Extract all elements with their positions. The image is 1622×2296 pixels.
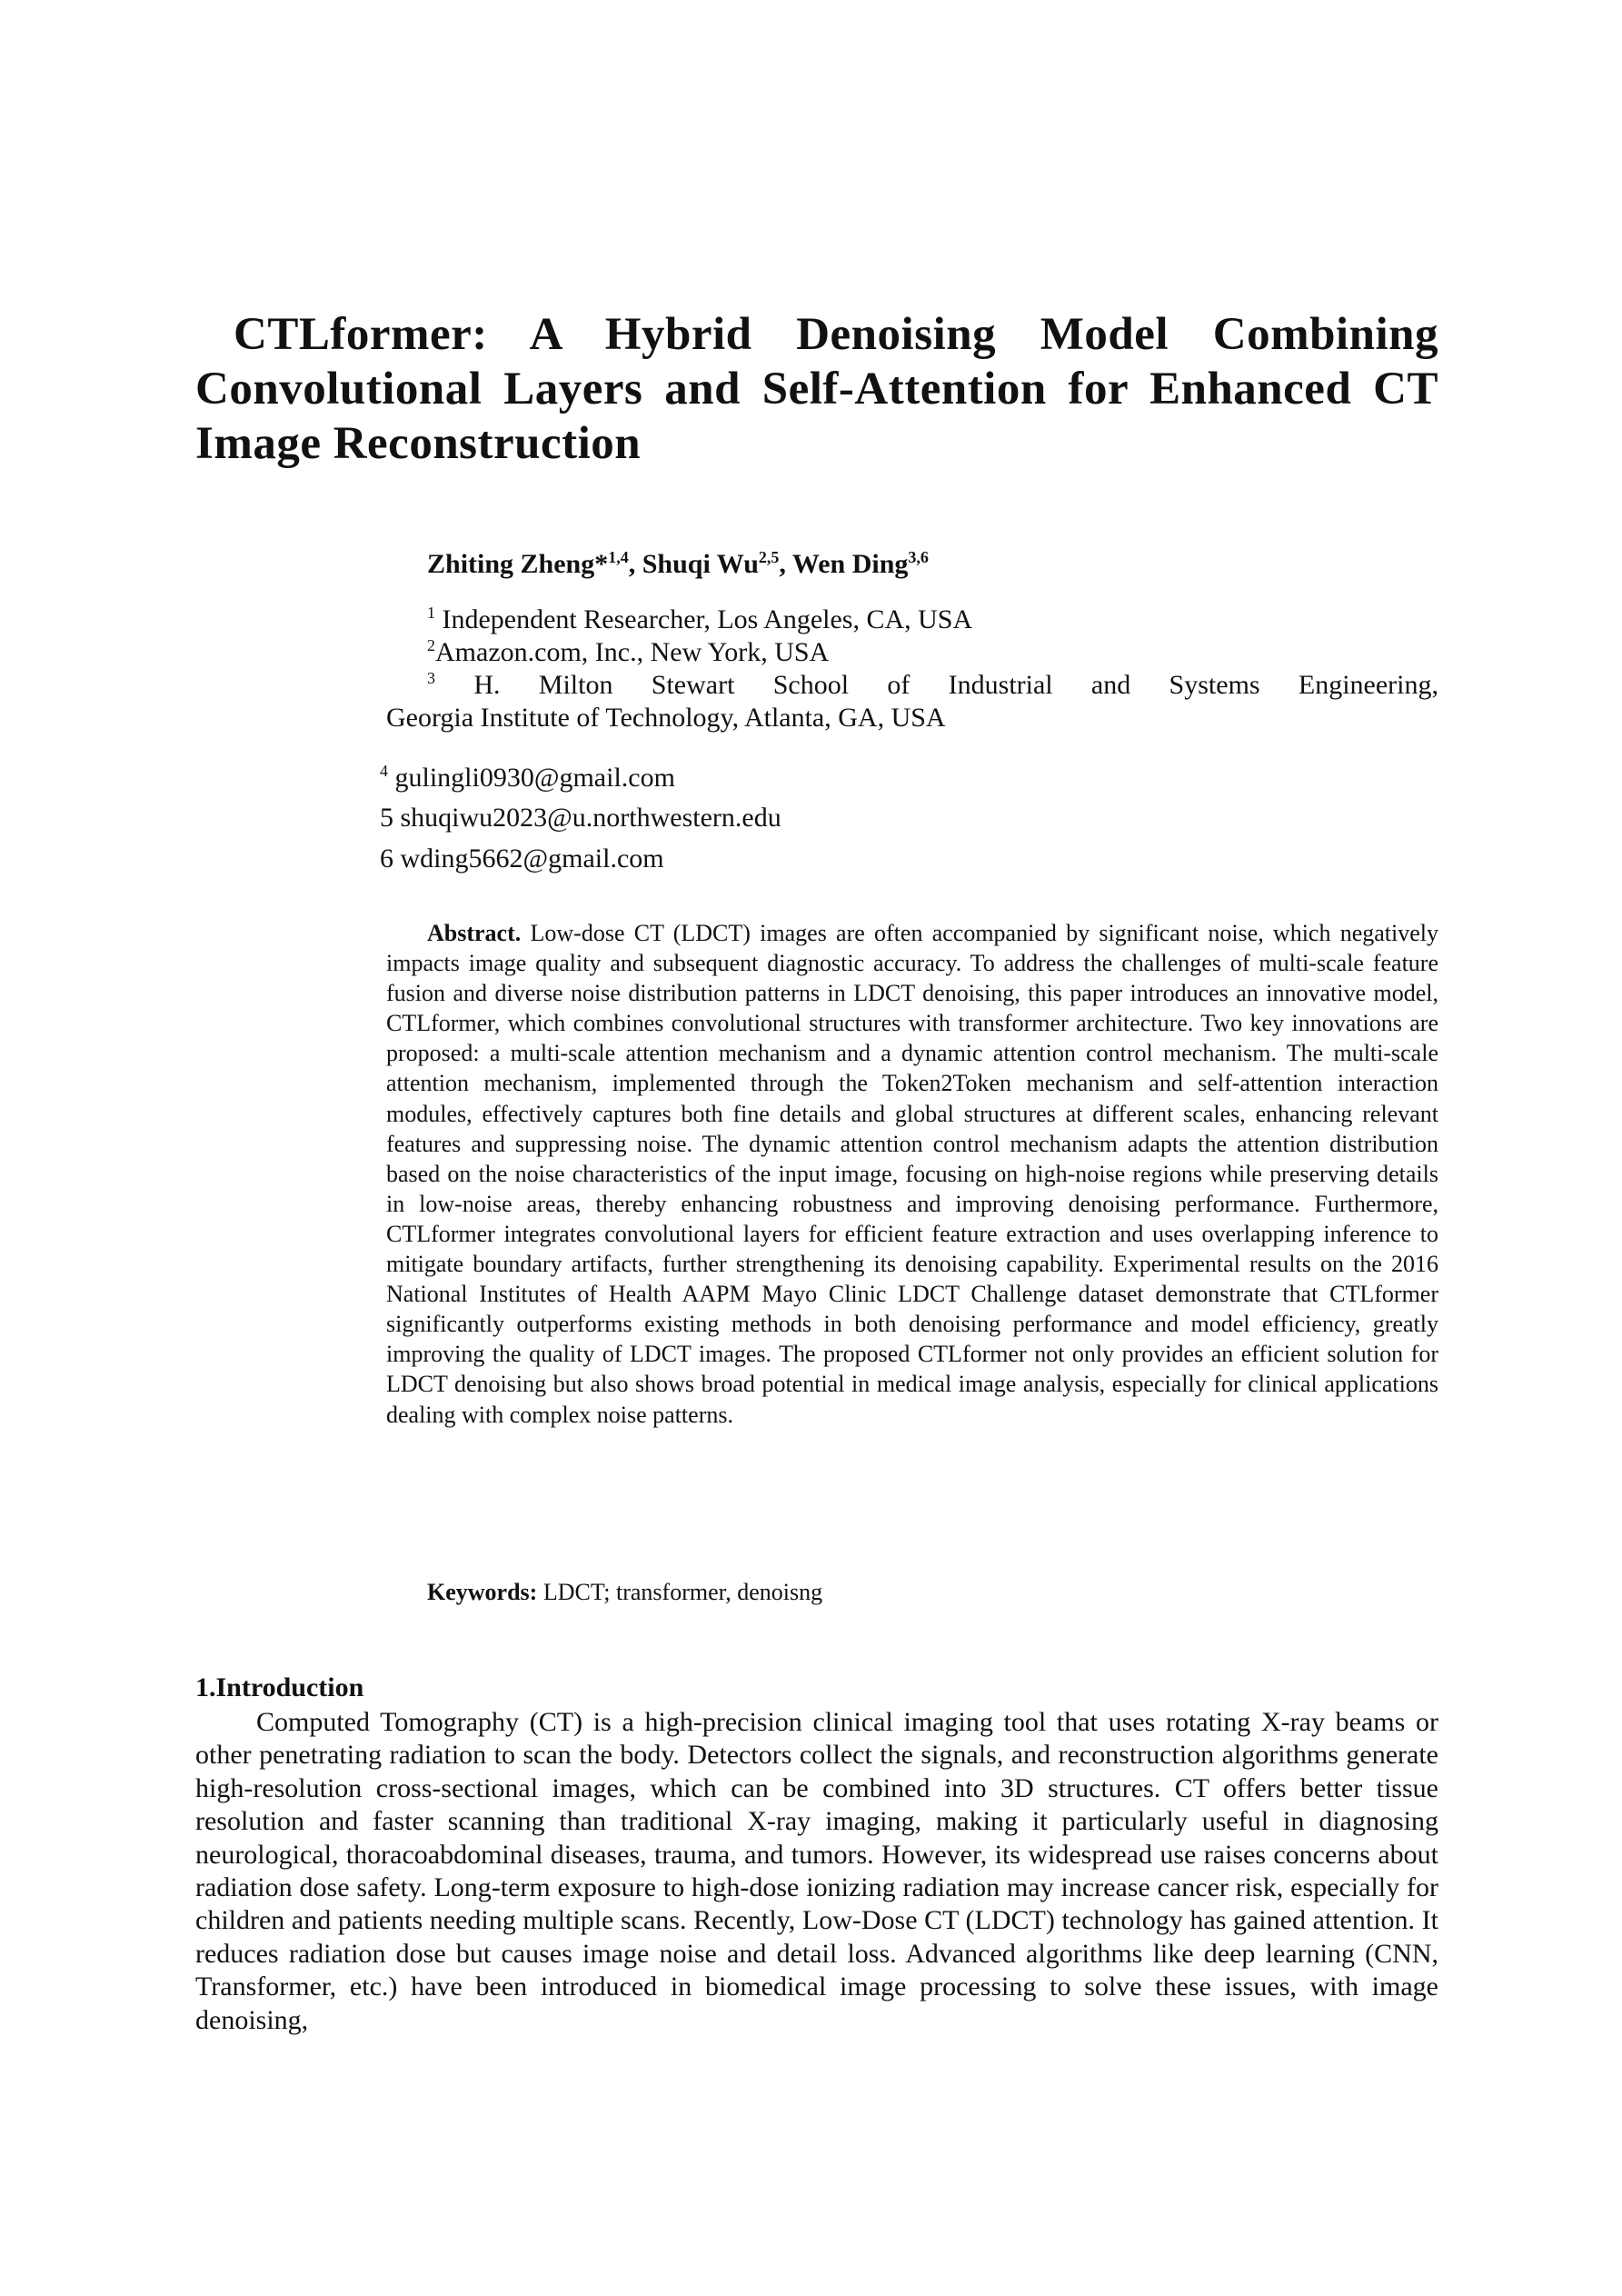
author-name: Zhiting Zheng*	[427, 549, 609, 579]
author-name: Shuqi Wu	[642, 549, 759, 579]
email-mark: 5	[380, 803, 393, 833]
email-2	[380, 803, 781, 834]
author-separator: ,	[628, 549, 642, 579]
abstract-label: Abstract.	[427, 920, 522, 946]
email-1	[380, 762, 675, 794]
keywords-label: Keywords:	[427, 1579, 538, 1605]
title-line-1: CTLformer: A Hybrid Denoising Model Combining	[234, 309, 1438, 360]
introduction-paragraph: Computed Tomography (CT) is a high-precision clinical imaging tool that uses rotating X-ray beams or other penetrating radiation to scan the body. Detectors collect the signals, and reconstruction algorithms generate high-resolution cross-sectional images, which can be combined into 3D structures. CT offers better tissue resolution and faster scanning than traditional X-ray imaging, making it particularly useful in diagnosing neurological, thoracoabdominal diseases, trauma, and tumors. However, its widespread use raises concerns about radiation dose safety. Long-term exposure to high-dose ionizing radiation may increase cancer risk, especially for children and patients needing multiple scans. Recently, Low-Dose CT (LDCT) technology has gained attention. It reduces radiation dose but causes image noise and detail loss. Advanced algorithms like deep learning (CNN, Transformer, etc.) have been introduced in biomedical image processing to solve these issues, with image denoising,	[195, 1707, 1438, 2035]
affiliation-mark: 2	[427, 636, 435, 654]
email-link[interactable]: shuqiwu2023@u.northwestern.edu	[400, 803, 781, 833]
title-line-3: Image Reconstruction	[195, 418, 642, 469]
title-line-2: Convolutional Layers and Self-Attention for Enhanced CT	[195, 364, 1438, 414]
email-link[interactable]: wding5662@gmail.com	[400, 844, 664, 873]
affiliation-text: Amazon.com, Inc., New York, USA	[435, 637, 830, 667]
author-separator: ,	[779, 549, 792, 579]
author-affiliation-mark: 1,4	[608, 548, 629, 566]
affiliation-3	[386, 662, 1438, 734]
affiliation-mark: 1	[427, 604, 435, 622]
abstract	[386, 918, 1438, 1430]
email-mark: 4	[380, 762, 388, 780]
abstract-text: Low-dose CT (LDCT) images are often accompanied by significant noise, which negatively impacts image quality and subsequent diagnostic accuracy. To address the challenges of multi-scale feature fusion and diverse noise distribution patterns in LDCT denoising, this paper introduces an innovative model, CTLformer, which combines convolutional structures with transformer architecture. Two key innovations are proposed: a multi-scale attention mechanism and a dynamic attention control mechanism. The multi-scale attention mechanism, implemented through the Token2Token mechanism and self-attention interaction modules, effectively captures both fine details and global structures at different scales, enhancing relevant features and suppressing noise. The dynamic attention control mechanism adapts the attention distribution based on the noise characteristics of the input image, focusing on high-noise regions while preserving details in low-noise areas, thereby enhancing robustness and improving denoising performance. Furthermore, CTLformer integrates convolutional layers for efficient feature extraction and uses overlapping inference to mitigate boundary artifacts, further strengthening its denoising capability. Experimental results on the 2016 National Institutes of Health AAPM Mayo Clinic LDCT Challenge dataset demonstrate that CTLformer significantly outperforms existing methods in both denoising performance and model efficiency, greatly improving the quality of LDCT images. The proposed CTLformer not only provides an efficient solution for LDCT denoising but also shows broad potential in medical image analysis, especially for clinical applications dealing with complex noise patterns.	[386, 920, 1439, 1428]
email-mark: 6	[380, 844, 393, 873]
affiliation-3-line-1	[386, 662, 1438, 702]
author-affiliation-mark: 3,6	[908, 548, 929, 566]
keywords-text: LDCT; transformer, denoisng	[542, 1579, 823, 1605]
author-name: Wen Ding	[791, 549, 909, 579]
section-heading-introduction: 1.Introduction	[195, 1672, 364, 1702]
author-list	[427, 548, 929, 580]
email-3	[380, 844, 664, 874]
affiliation-3-line-2: Georgia Institute of Technology, Atlanta, GA, USA	[386, 703, 946, 733]
paper-title	[195, 307, 1438, 471]
keywords	[427, 1579, 822, 1606]
email-link[interactable]: gulingli0930@gmail.com	[394, 763, 675, 793]
affiliation-text: Independent Researcher, Los Angeles, CA, USA	[442, 604, 973, 634]
affiliation-mark: 3	[427, 669, 435, 687]
author-affiliation-mark: 2,5	[758, 548, 780, 566]
affiliation-text: H. Milton Stewart School of Industrial and Systems Engineering,	[473, 670, 1438, 700]
